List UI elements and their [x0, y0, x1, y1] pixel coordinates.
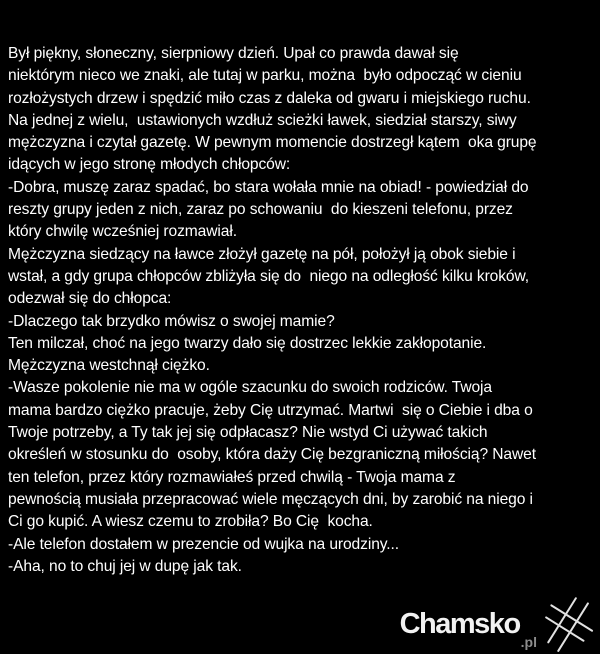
story-line: Mężczyzna siedzący na ławce złożył gazetę na pół, położył ją obok siebie i: [8, 245, 516, 263]
story-line: Na jednej z wielu, ustawionych wzdłuż scieżki ławek, siedział starszy, siwy: [8, 111, 517, 129]
story-line: Był piękny, słoneczny, sierpniowy dzień. Upał co prawda dawał się: [8, 45, 459, 62]
story-line: -Dlaczego tak brzydko mówisz o swojej mamie?: [8, 312, 335, 330]
story-line: mężczyzna i czytał gazetę. W pewnym momencie dostrzegł kątem oka grupę: [8, 134, 537, 152]
story-line: -Wasze pokolenie nie ma w ogóle szacunku do swoich rodziców. Twoja: [8, 379, 492, 397]
story-text: [8, 43, 598, 578]
story-line: Ci go kupić. A wiesz czemu to zrobiła? Bo Cię kocha.: [8, 513, 373, 531]
tilted-hash-icon: [541, 596, 595, 652]
story-line: rozłożystych drzew i spędzić miło czas z daleka od gwaru i miejskiego ruchu.: [8, 89, 531, 107]
story-line: wstał, a gdy grupa chłopców zbliżyła się do niego na odległość kilku kroków,: [8, 267, 530, 285]
brand-suffix: .pl: [520, 634, 537, 650]
brand-name: Chamsko: [399, 607, 520, 640]
story-line: ten telefon, przez który rozmawiałeś przed chwilą - Twoja mama z: [8, 468, 456, 486]
story-line: pewnością musiała przepracować wiele męczących dni, by zarobić na niego i: [8, 490, 533, 508]
story-line: określeń w stosunku do osoby, która daży Cię bezgraniczną miłością? Nawet: [8, 446, 536, 464]
story-line: -Dobra, muszę zaraz spadać, bo stara wołała mnie na obiad! - powiedział do: [8, 178, 529, 196]
story-line: odezwał się do chłopca:: [8, 290, 172, 308]
story-line: Twoje potrzeby, a Ty tak jej się odpłacasz? Nie wstyd Ci używać takich: [8, 424, 488, 442]
story-line: -Aha, no to chuj jej w dupę jak tak.: [8, 557, 242, 575]
story-line: -Ale telefon dostałem w prezencie od wujka na urodziny...: [8, 535, 399, 553]
story-line: idących w jego stronę młodych chłopców:: [8, 156, 291, 174]
brand-logo: [400, 596, 595, 652]
story-line: niektórym nieco we znaki, ale tutaj w parku, można było odpocząć w cieniu: [8, 67, 522, 85]
story-line: Ten milczał, choć na jego twarzy dało się dostrzec lekkie zakłopotanie.: [8, 334, 487, 352]
story-line: Mężczyzna westchnął ciężko.: [8, 357, 210, 375]
story-line: reszty grupy jeden z nich, zaraz po schowaniu do kieszeni telefonu, przez: [8, 201, 513, 219]
story-line: który chwilę wcześniej rozmawiał.: [8, 223, 237, 241]
story-line: mama bardzo ciężko pracuje, żeby Cię utrzymać. Martwi się o Ciebie i dba o: [8, 401, 533, 419]
